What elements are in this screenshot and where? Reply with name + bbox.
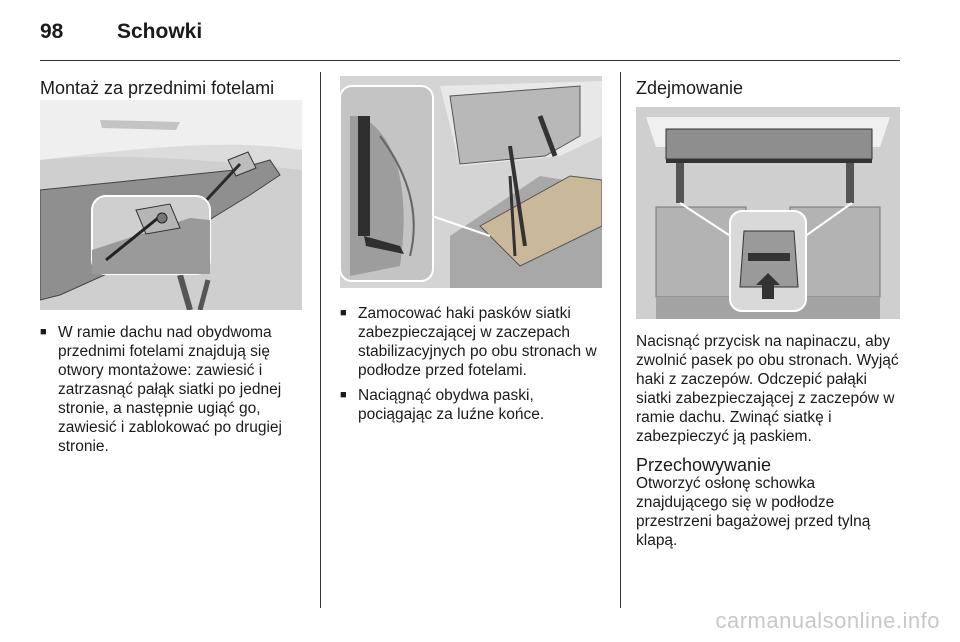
bullet-mark: ■ xyxy=(340,389,347,401)
list-item xyxy=(40,323,302,456)
removal-paragraph: Nacisnąć przycisk na napinaczu, aby zwolnić pasek po obu stronach. Wyjąć haki z zaczepów. Odczepić pałąki siatki zabezpieczającej z zaczepów w ramie dachu. Zwinąć siatkę i zabezpieczyć ją paskiem. xyxy=(636,333,899,445)
column-divider-1 xyxy=(320,72,321,608)
bullet-mark: ■ xyxy=(40,326,47,338)
list-item xyxy=(340,304,606,380)
figure-roof-mount xyxy=(40,100,302,310)
section-heading-przechowywanie: Przechowywanie xyxy=(636,455,772,475)
section-heading-zdejmowanie: Zdejmowanie xyxy=(636,78,744,98)
chapter-title: Schowki xyxy=(117,20,203,43)
list-item-text: Zamocować haki pasków siatki zabezpieczającej w zaczepach stabilizacyjnych po obu stronach w podłodze przed fotelami. xyxy=(358,305,597,379)
figure-removal xyxy=(636,107,900,319)
watermark-text: carmanualsonline.info xyxy=(715,608,940,633)
list-item xyxy=(340,386,606,424)
col1-text xyxy=(40,323,302,462)
bullet-mark: ■ xyxy=(340,307,347,319)
column-divider-2 xyxy=(620,72,621,608)
header-rule xyxy=(40,60,900,61)
page-number: 98 xyxy=(40,20,64,43)
list-item-text: Naciągnąć obydwa paski, pociągając za luźne końce. xyxy=(358,387,545,423)
storage-paragraph: Otworzyć osłonę schowka znajdującego się w podłodze przestrzeni bagażowej przed tylną klapą. xyxy=(636,475,871,549)
col2-text xyxy=(340,304,606,430)
figure-floor-anchors xyxy=(340,76,602,288)
section-heading-montaz: Montaż za przednimi fotelami xyxy=(40,78,275,98)
list-item-text: W ramie dachu nad obydwoma przednimi fotelami znajdują się otwory montażowe: zawiesić i zatrzasnąć pałąk siatki po jednej stronie, a następnie ugiąć go, zawiesić i zablokować po drugiej stronie. xyxy=(58,324,283,455)
